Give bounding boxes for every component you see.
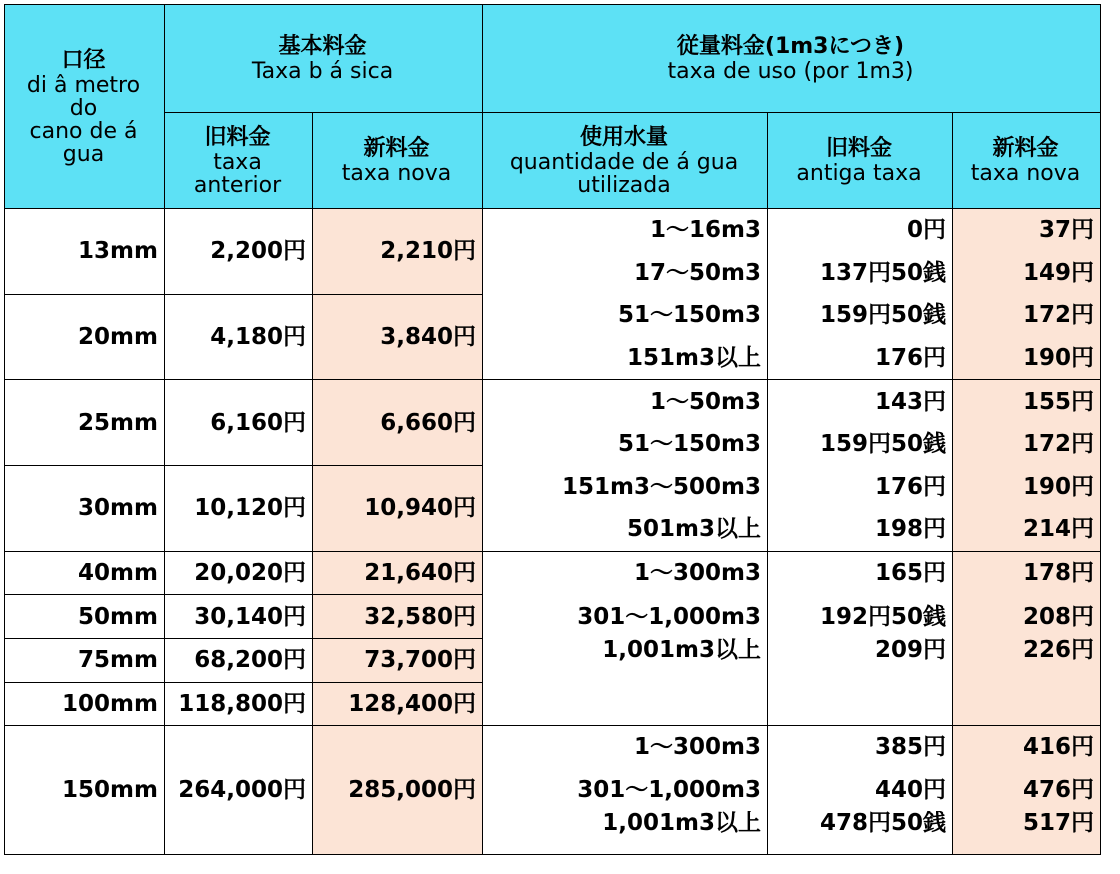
usage-old-cell: 165円 (768, 551, 953, 595)
header-basic-jp: 基本料金 (278, 34, 367, 59)
basic-old-cell: 6,160円 (165, 380, 313, 466)
header-diameter (5, 5, 165, 209)
basic-new-cell: 285,000円 (313, 726, 483, 855)
usage-new-cell: 190円 (953, 337, 1101, 380)
basic-new-cell: 128,400円 (313, 682, 483, 726)
usage-new-cell: 208円 (953, 595, 1101, 639)
header-usage-new (953, 113, 1101, 209)
header-diameter-pt-line: do (69, 95, 98, 121)
header-basic-old-jp: 旧料金 (204, 124, 271, 150)
header-basic-pt: Taxa b á sica (251, 59, 394, 84)
table-row (5, 380, 1101, 423)
volume-cell: 1,001m3以上 (483, 638, 768, 725)
diameter-cell: 20mm (5, 294, 165, 380)
diameter-cell: 30mm (5, 466, 165, 552)
header-volume-pt (487, 151, 761, 197)
header-usage-fee (483, 5, 1101, 113)
basic-new-cell: 10,940円 (313, 466, 483, 552)
header-volume-jp: 使用水量 (579, 124, 668, 150)
diameter-cell: 25mm (5, 380, 165, 466)
usage-old-cell: 176円 (768, 337, 953, 380)
header-basic-new-jp: 新料金 (363, 136, 430, 161)
header-volume-pt-line: utilizada (577, 172, 671, 198)
usage-old-cell: 198円 (768, 508, 953, 551)
header-basic-old-pt-line: taxa (213, 149, 262, 175)
basic-old-cell: 2,200円 (165, 209, 313, 295)
usage-new-cell: 416円 (953, 726, 1101, 769)
basic-new-cell: 2,210円 (313, 209, 483, 295)
diameter-cell: 75mm (5, 638, 165, 682)
basic-old-cell: 264,000円 (165, 726, 313, 855)
header-diameter-pt-line: di â metro (26, 72, 141, 98)
usage-old-cell: 440円 (768, 769, 953, 812)
header-basic-new (313, 113, 483, 209)
header-usage-old-pt: antiga taxa (796, 161, 922, 186)
header-usage-jp: 従量料金(1m3につき) (676, 34, 905, 59)
volume-cell: 1,001m3以上 (483, 811, 768, 854)
header-basic-old-pt (169, 151, 306, 197)
table-row (5, 726, 1101, 769)
header-basic-fee (165, 5, 483, 113)
header-usage-new-pt: taxa nova (970, 161, 1081, 186)
basic-old-cell: 118,800円 (165, 682, 313, 726)
volume-cell: 17～50m3 (483, 252, 768, 295)
usage-new-cell: 476円 (953, 769, 1101, 812)
header-diameter-pt (9, 74, 158, 166)
usage-old-cell: 209円 (768, 638, 953, 725)
usage-old-cell: 143円 (768, 380, 953, 423)
header-diameter-jp: 口径 (61, 47, 106, 73)
basic-old-cell: 4,180円 (165, 294, 313, 380)
basic-old-cell: 68,200円 (165, 638, 313, 682)
diameter-cell: 13mm (5, 209, 165, 295)
basic-old-cell: 30,140円 (165, 595, 313, 639)
header-usage-old-jp: 旧料金 (825, 136, 892, 161)
usage-new-cell: 226円 (953, 638, 1101, 725)
volume-cell: 1～50m3 (483, 380, 768, 423)
basic-old-cell: 10,120円 (165, 466, 313, 552)
header-usage-pt: taxa de uso (por 1m3) (667, 59, 914, 84)
usage-new-cell: 172円 (953, 294, 1101, 337)
basic-new-cell: 32,580円 (313, 595, 483, 639)
usage-old-cell: 192円50銭 (768, 595, 953, 639)
usage-new-cell: 178円 (953, 551, 1101, 595)
volume-cell: 51～150m3 (483, 294, 768, 337)
usage-old-cell: 176円 (768, 466, 953, 509)
usage-new-cell: 172円 (953, 423, 1101, 466)
header-volume-pt-line: quantidade de á gua (509, 149, 739, 175)
usage-new-cell: 214円 (953, 508, 1101, 551)
basic-new-cell: 3,840円 (313, 294, 483, 380)
basic-new-cell: 6,660円 (313, 380, 483, 466)
header-usage-new-jp: 新料金 (992, 136, 1059, 161)
header-diameter-pt-line: gua (62, 141, 105, 167)
usage-new-cell: 190円 (953, 466, 1101, 509)
volume-cell: 501m3以上 (483, 508, 768, 551)
water-rate-table (4, 4, 1101, 855)
diameter-cell: 40mm (5, 551, 165, 595)
volume-cell: 301～1,000m3 (483, 595, 768, 639)
usage-old-cell: 478円50銭 (768, 811, 953, 854)
usage-old-cell: 159円50銭 (768, 423, 953, 466)
basic-old-cell: 20,020円 (165, 551, 313, 595)
header-volume (483, 113, 768, 209)
basic-new-cell: 73,700円 (313, 638, 483, 682)
header-usage-old (768, 113, 953, 209)
volume-cell: 51～150m3 (483, 423, 768, 466)
header-basic-old-pt-line: anterior (193, 172, 282, 198)
diameter-cell: 150mm (5, 726, 165, 855)
table-row (5, 466, 1101, 509)
header-basic-new-pt: taxa nova (341, 161, 452, 186)
table-row (5, 294, 1101, 337)
volume-cell: 1～16m3 (483, 209, 768, 252)
usage-old-cell: 385円 (768, 726, 953, 769)
usage-old-cell: 0円 (768, 209, 953, 252)
header-basic-old (165, 113, 313, 209)
basic-new-cell: 21,640円 (313, 551, 483, 595)
usage-new-cell: 37円 (953, 209, 1101, 252)
header-diameter-pt-line: cano de á (29, 118, 138, 144)
table-row (5, 638, 1101, 682)
usage-new-cell: 517円 (953, 811, 1101, 854)
table-row (5, 209, 1101, 252)
usage-new-cell: 149円 (953, 252, 1101, 295)
usage-old-cell: 137円50銭 (768, 252, 953, 295)
volume-cell: 301～1,000m3 (483, 769, 768, 812)
diameter-cell: 50mm (5, 595, 165, 639)
volume-cell: 1～300m3 (483, 551, 768, 595)
usage-new-cell: 155円 (953, 380, 1101, 423)
volume-cell: 151m3～500m3 (483, 466, 768, 509)
usage-old-cell: 159円50銭 (768, 294, 953, 337)
table-row (5, 595, 1101, 639)
diameter-cell: 100mm (5, 682, 165, 726)
volume-cell: 151m3以上 (483, 337, 768, 380)
volume-cell: 1～300m3 (483, 726, 768, 769)
table-row (5, 551, 1101, 595)
